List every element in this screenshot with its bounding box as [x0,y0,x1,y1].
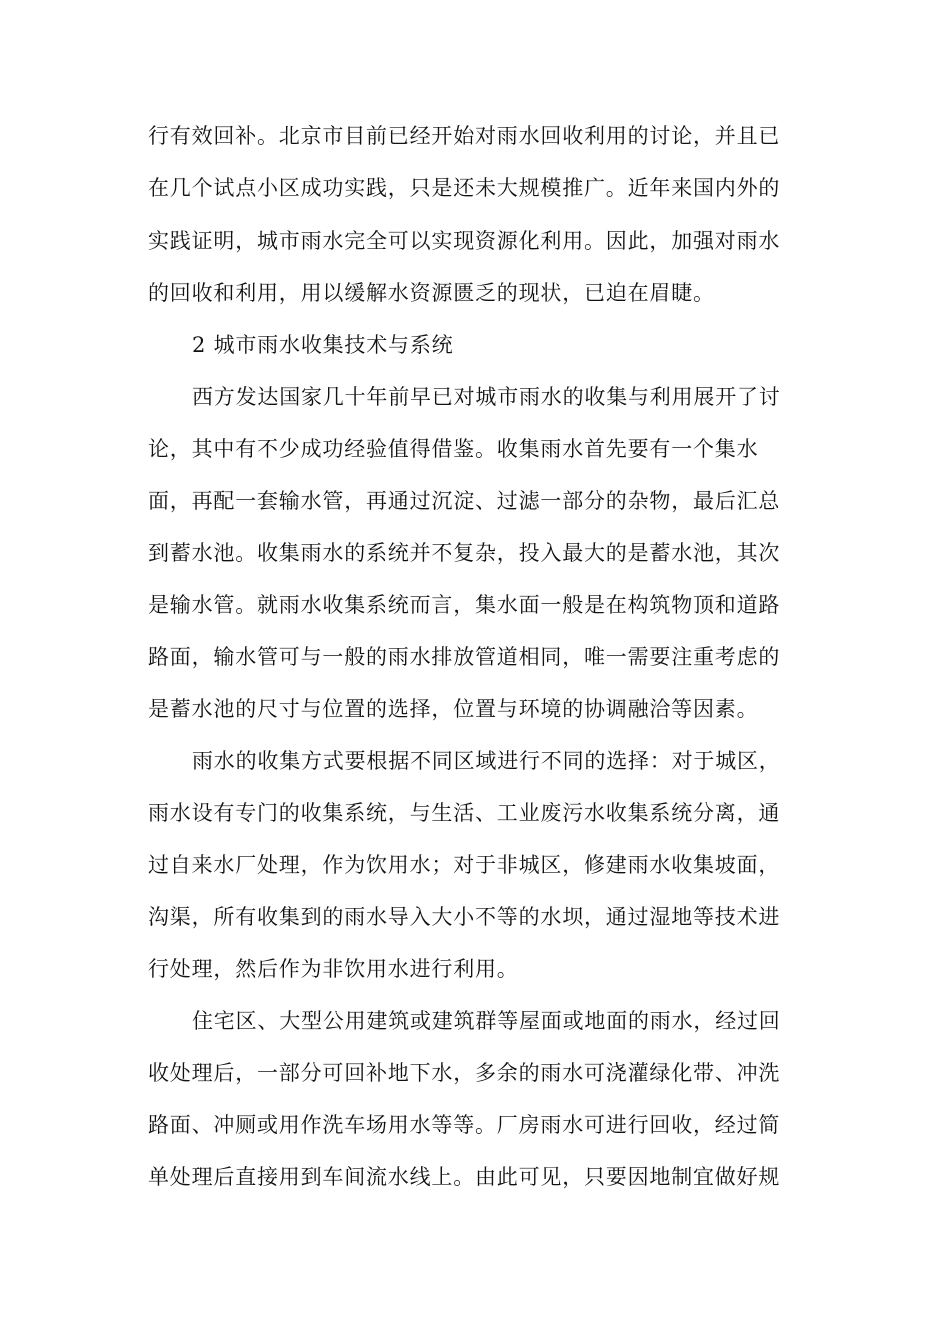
text-line: 行有效回补。北京市目前已经开始对雨水回收利用的讨论，并且已 [148,124,781,148]
text-line: 论，其中有不少成功经验值得借鉴。收集雨水首先要有一个集水 [148,437,759,461]
text-line: 过自来水厂处理，作为饮用水；对于非城区，修建雨水收集坡面， [148,853,781,877]
text-line: 收处理后，一部分可回补地下水，多余的雨水可浇灌绿化带、冲洗 [148,1061,781,1085]
text-line: 雨水设有专门的收集系统，与生活、工业废污水收集系统分离，通 [148,801,781,825]
text-line: 路面，输水管可与一般的雨水排放管道相同，唯一需要注重考虑的 [148,645,781,669]
text-line: 面，再配一套输水管，再通过沉淀、过滤一部分的杂物，最后汇总 [148,489,781,513]
text-line: 到蓄水池。收集雨水的系统并不复杂，投入最大的是蓄水池，其次 [148,541,781,565]
text-line: 雨水的收集方式要根据不同区域进行不同的选择：对于城区， [192,749,781,773]
text-line: 沟渠，所有收集到的雨水导入大小不等的水坝，通过湿地等技术进 [148,905,781,929]
text-line: 住宅区、大型公用建筑或建筑群等屋面或地面的雨水，经过回 [192,1009,781,1033]
text-line: 在几个试点小区成功实践，只是还未大规模推广。近年来国内外的 [148,176,781,200]
text-line: 的回收和利用，用以缓解水资源匮乏的现状，已迫在眉睫。 [148,281,715,305]
text-line: 单处理后直接用到车间流水线上。由此可见，只要因地制宜做好规 [148,1165,781,1189]
text-line: 是输水管。就雨水收集系统而言，集水面一般是在构筑物顶和道路 [148,593,781,617]
text-line: 实践证明，城市雨水完全可以实现资源化利用。因此，加强对雨水 [148,229,781,253]
text-line: 西方发达国家几十年前早已对城市雨水的收集与利用展开了讨 [192,385,781,409]
text-line: 行处理，然后作为非饮用水进行利用。 [148,957,519,981]
text-line: 是蓄水池的尺寸与位置的选择，位置与环境的协调融洽等因素。 [148,697,759,721]
section-heading: 2 城市雨水收集技术与系统 [192,333,454,357]
text-line: 路面、冲厕或用作洗车场用水等等。厂房雨水可进行回收，经过简 [148,1113,781,1137]
